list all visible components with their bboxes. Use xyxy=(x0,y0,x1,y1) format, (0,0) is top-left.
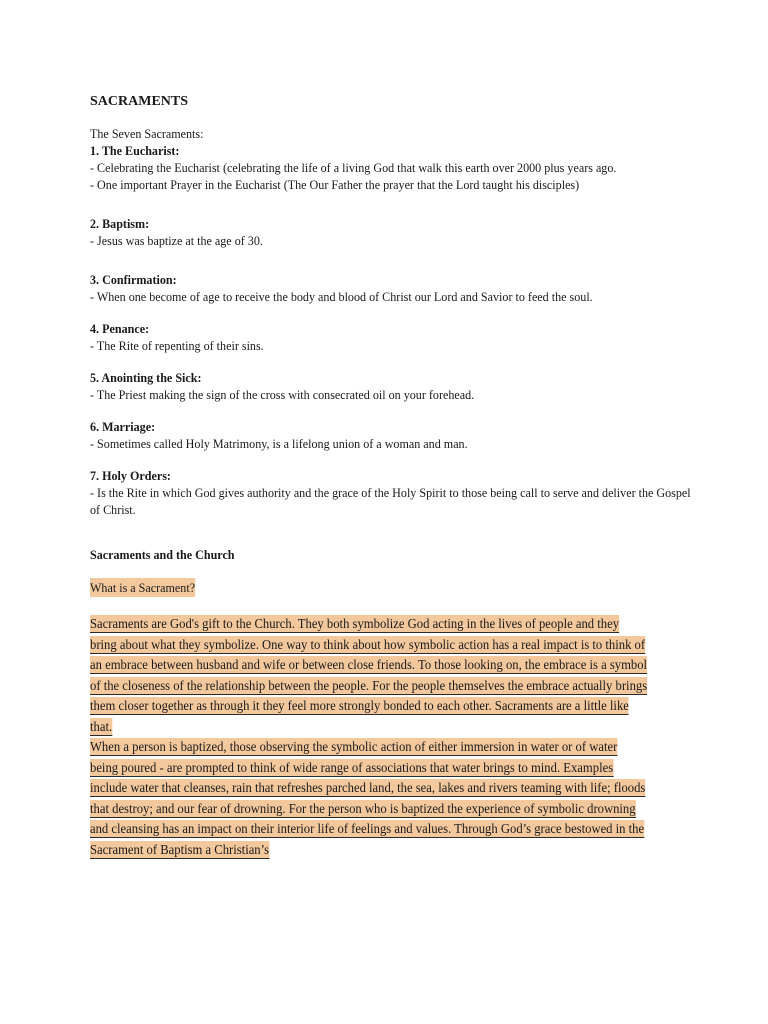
highlighted-question: What is a Sacrament? xyxy=(90,580,196,595)
intro-line: The Seven Sacraments: xyxy=(90,126,204,141)
sacrament-title: 3. Confirmation: xyxy=(90,272,177,287)
highlighted-passage xyxy=(90,614,648,860)
sacrament-description: - Celebrating the Eucharist (celebrating the life of a living God that walk this earth over 2000 plus years ago. xyxy=(90,160,617,175)
sacrament-marriage xyxy=(90,418,691,452)
sacrament-description: - The Priest making the sign of the cross with consecrated oil on your forehead. xyxy=(90,387,475,402)
sacrament-title: 6. Marriage: xyxy=(90,419,156,434)
sacrament-title: 4. Penance: xyxy=(90,321,150,336)
sacrament-description: - Sometimes called Holy Matrimony, is a lifelong union of a woman and man. xyxy=(90,436,468,451)
sacrament-description: - The Rite of repenting of their sins. xyxy=(90,338,264,353)
sacrament-penance xyxy=(90,320,691,354)
sacrament-title: 7. Holy Orders: xyxy=(90,468,171,483)
sacrament-confirmation xyxy=(90,271,691,305)
sacrament-anointing xyxy=(90,369,691,403)
sacrament-title: 2. Baptism: xyxy=(90,216,150,231)
sacrament-baptism xyxy=(90,215,691,249)
section-heading: Sacraments and the Church xyxy=(90,547,235,562)
sacrament-eucharist xyxy=(90,142,691,193)
sacrament-description: - One important Prayer in the Eucharist (The Our Father the prayer that the Lord taught his disciples) xyxy=(90,177,580,192)
highlighted-text: When a person is baptized, those observing the symbolic action of either immersion in water or of water being poured - are prompted to think of wide range of associations that water brings to mind. Examples include water that cleanses, rain that refreshes parched land, the sea, lakes and rivers teaming with life; floods that destroy; and our fear of drowning. For the person who is baptized the experience of symbolic drowning and cleansing has an impact on their interior life of feelings and values. Through God’s grace bestowed in the Sacrament of Baptism a Christian’s xyxy=(90,739,646,857)
sacrament-description: - Jesus was baptize at the age of 30. xyxy=(90,233,263,248)
sacrament-title: 1. The Eucharist: xyxy=(90,143,180,158)
sacrament-list xyxy=(90,142,691,518)
paragraph xyxy=(90,737,648,860)
sacraments-body xyxy=(90,125,691,860)
sacrament-holy-orders xyxy=(90,467,691,518)
question-block xyxy=(90,579,691,596)
sacrament-description: - Is the Rite in which God gives authority and the grace of the Holy Spirit to those being call to serve and deliver the Gospel of Christ. xyxy=(90,485,691,517)
sacrament-title: 5. Anointing the Sick: xyxy=(90,370,202,385)
sacrament-description: - When one become of age to receive the body and blood of Christ our Lord and Savior to feed the soul. xyxy=(90,289,593,304)
paragraph xyxy=(90,614,648,737)
highlighted-text: Sacraments are God's gift to the Church. They both symbolize God acting in the lives of people and they bring about what they symbolize. One way to think about how symbolic action has a real impact is to think of an embrace between husband and wife or between close friends. To those looking on, the embrace is a symbol of the closeness of the relationship between the people. For the people themselves the embrace actually brings them closer together as through it they feel more strongly bonded to each other. Sacraments are a little like that. xyxy=(90,616,648,734)
document-title: SACRAMENTS xyxy=(90,94,189,109)
